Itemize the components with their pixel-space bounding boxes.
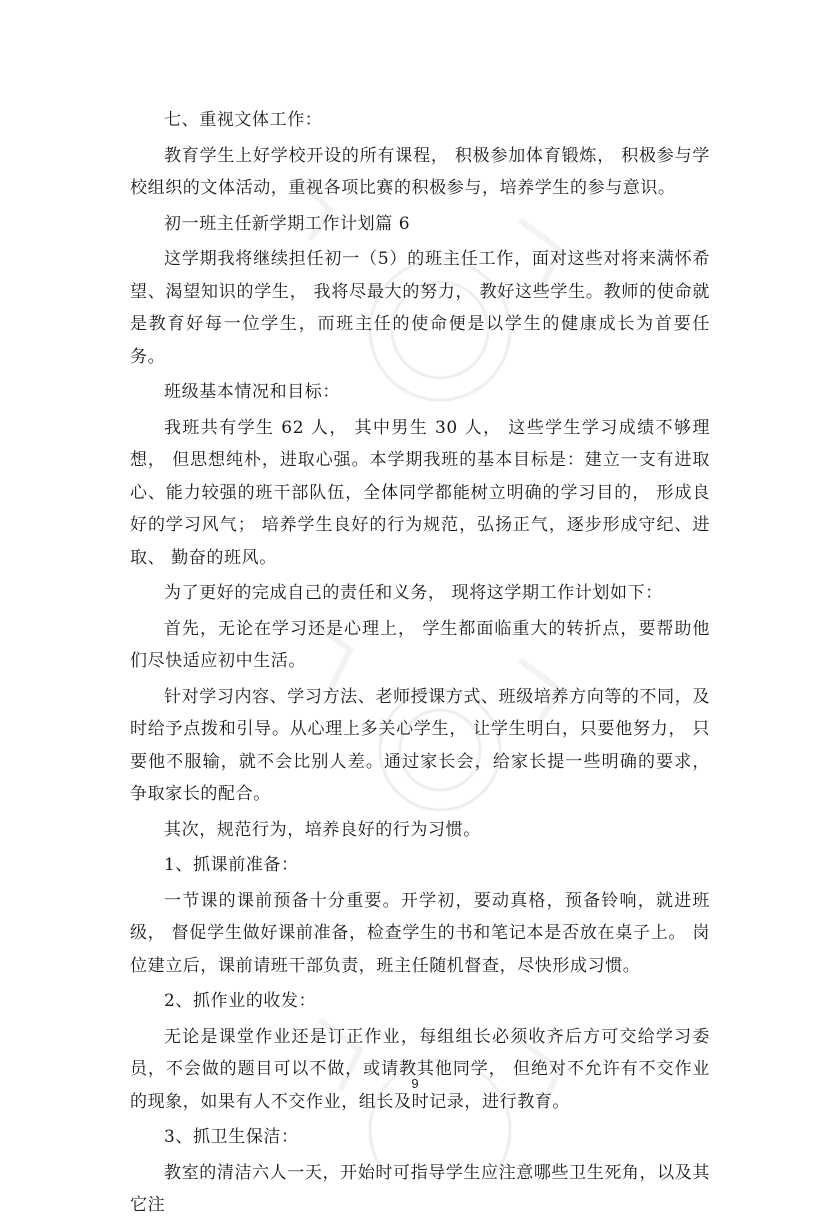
article-title: 初一班主任新学期工作计划篇 6: [164, 213, 411, 234]
section-heading: 七、重视文体工作：: [164, 110, 323, 130]
section-heading: 班级基本情况和目标：: [164, 382, 340, 402]
section-heading: 2、抓作业的收发：: [164, 991, 317, 1011]
paragraph: 其次，规范行为，培养良好的行为习惯。: [164, 819, 481, 840]
paragraph: 这学期我将继续担任初一（5）的班主任工作，面对这些对将来满怀希望、渴望知识的学生， 我将尽最大的努力， 教好这些学生。教师的使命就是教育好每一位学生，而班主任的使命便是以学生的健康成长为首要任务。: [130, 249, 710, 367]
paragraph: 首先，无论在学习还是心理上， 学生都面临重大的转折点，要帮助他们尽快适应初中生活。: [130, 618, 710, 671]
section-heading: 3、抓卫生保洁：: [164, 1127, 299, 1147]
paragraph: 我班共有学生 62 人， 其中男生 30 人， 这些学生学习成绩不够理想， 但思想纯朴，进取心强。本学期我班的基本目标是：建立一支有进取心、能力较强的班干部队伍，全体同学都能树立明确的学习目的， 形成良好的学习风气； 培养学生良好的行为规范，弘扬正气，逐步形成守纪、进取、 勤奋的班风。: [130, 417, 710, 568]
page-number: 9: [411, 1076, 419, 1091]
paragraph: 一节课的课前预备十分重要。开学初，要动真格，预备铃响，就进班级， 督促学生做好课前准备，检查学生的书和笔记本是否放在桌子上。 岗位建立后，课前请班干部负责，班主任随机督查，尽快形成习惯。: [130, 890, 710, 976]
paragraph: 针对学习内容、学习方法、老师授课方式、班级培养方向等的不同，及时给予点拨和引导。从心理上多关心学生， 让学生明白，只要他努力， 只要他不服输，就不会比别人差。通过家长会，给家长提一些明确的要求，争取家长的配合。: [130, 686, 710, 804]
document-body: [130, 104, 710, 1222]
paragraph: 教室的清洁六人一天，开始时可指导学生应注意哪些卫生死角，以及其它注: [130, 1162, 710, 1215]
paragraph: 教育学生上好学校开设的所有课程， 积极参加体育锻炼， 积极参与学校组织的文体活动，重视各项比赛的积极参与，培养学生的参与意识。: [130, 145, 710, 198]
section-heading: 1、抓课前准备：: [164, 855, 299, 875]
paragraph: 无论是课堂作业还是订正作业，每组组长必须收齐后方可交给学习委员，不会做的题目可以不做，或请教其他同学， 但绝对不允许有不交作业的现象，如果有人不交作业，组长及时记录，进行教育。: [130, 1026, 710, 1112]
paragraph: 为了更好的完成自己的责任和义务， 现将这学期工作计划如下：: [164, 583, 663, 603]
